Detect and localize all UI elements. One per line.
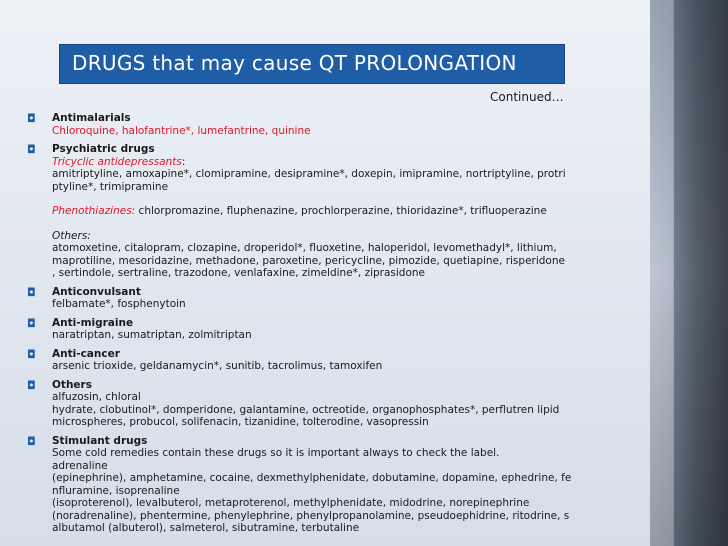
continued-label: Continued… xyxy=(490,90,564,104)
bullet-icon: ◘ xyxy=(27,378,36,392)
item-heading: Anticonvulsant xyxy=(52,285,141,298)
phenothiazines-label: Phenothiazines: xyxy=(52,205,136,217)
item-line: amitriptyline, amoxapine*, clomipramine, desipramine*, doxepin, imipramine, nortriptyline, protri xyxy=(52,168,566,180)
item-line: Some cold remedies contain these drugs so it is important always to check the label. xyxy=(52,447,500,459)
item-line: (epinephrine), amphetamine, cocaine, dexmethylphenidate, dobutamine, dopamine, ephedrine, fe xyxy=(52,472,572,484)
item-heading: Others xyxy=(52,378,92,391)
item-line: naratriptan, sumatriptan, zolmitriptan xyxy=(52,329,252,341)
item-line: (noradrenaline), phentermine, phenylephrine, phenylpropanolamine, pseudoephidrine, ritodrine, s xyxy=(52,509,570,522)
item-line: (isoproterenol), levalbuterol, metaproterenol, methylphenidate, midodrine, norepinephrine xyxy=(52,497,530,509)
item-line: , sertindole, sertraline, trazodone, venlafaxine, zimeldine*, ziprasidone xyxy=(52,267,426,279)
item-line: atomoxetine, citalopram, clozapine, droperidol*, fluoxetine, haloperidol, levomethadyl*, lithium, xyxy=(52,242,557,254)
list-item-anticonvulsant xyxy=(0,286,640,311)
item-heading: Antimalarials xyxy=(52,112,131,124)
item-heading: Anti-cancer xyxy=(52,347,120,360)
item-heading: Psychiatric drugs xyxy=(52,143,155,155)
item-line: felbamate*, fosphenytoin xyxy=(52,298,186,310)
item-line: ptyline*, trimipramine xyxy=(52,180,169,193)
page-title: DRUGS that may cause QT PROLONGATION xyxy=(72,51,517,75)
list-item-anti-migraine xyxy=(0,317,640,342)
bullet-icon: ◘ xyxy=(27,285,36,299)
item-line: alfuzosin, chloral xyxy=(52,391,141,403)
tricyclic-label: Tricyclic antidepressants xyxy=(52,155,182,168)
phenothiazines-text: chlorpromazine, fluphenazine, prochlorperazine, thioridazine*, trifluoperazine xyxy=(135,205,547,217)
list-item-others xyxy=(0,379,640,429)
bullet-icon: ◘ xyxy=(27,347,36,361)
title-box xyxy=(59,44,565,84)
bullet-icon: ◘ xyxy=(27,434,36,448)
item-line: hydrate, clobutinol*, domperidone, galantamine, octreotide, organophosphates*, perflutren lipid xyxy=(52,403,560,416)
list-item-psychiatric xyxy=(0,143,640,280)
item-line: maprotiline, mesoridazine, methadone, paroxetine, pericycline, pimozide, quetiapine, risperidone xyxy=(52,254,565,267)
item-line: adrenaline xyxy=(52,459,108,472)
list-item-stimulant xyxy=(0,435,640,535)
others-label: Others: xyxy=(52,229,91,242)
drug-list xyxy=(0,112,640,541)
bullet-icon: ◘ xyxy=(27,112,36,125)
decorative-side-bar xyxy=(650,0,728,546)
item-line: nfluramine, isoprenaline xyxy=(52,484,180,497)
item-heading: Anti-migraine xyxy=(52,316,134,329)
list-item-anti-cancer xyxy=(0,348,640,373)
bullet-icon: ◘ xyxy=(27,143,36,156)
bullet-icon: ◘ xyxy=(27,316,36,330)
list-item-antimalarials xyxy=(0,112,640,137)
item-line: Chloroquine, halofantrine*, lumefantrine, quinine xyxy=(52,124,311,137)
item-heading: Stimulant drugs xyxy=(52,434,148,447)
item-line: arsenic trioxide, geldanamycin*, sunitib, tacrolimus, tamoxifen xyxy=(52,360,383,372)
item-line: microspheres, probucol, solifenacin, tizanidine, tolterodine, vasopressin xyxy=(52,416,429,428)
tricyclic-colon: : xyxy=(181,155,186,168)
item-line: albutamol (albuterol), salmeterol, sibutramine, terbutaline xyxy=(52,522,360,534)
